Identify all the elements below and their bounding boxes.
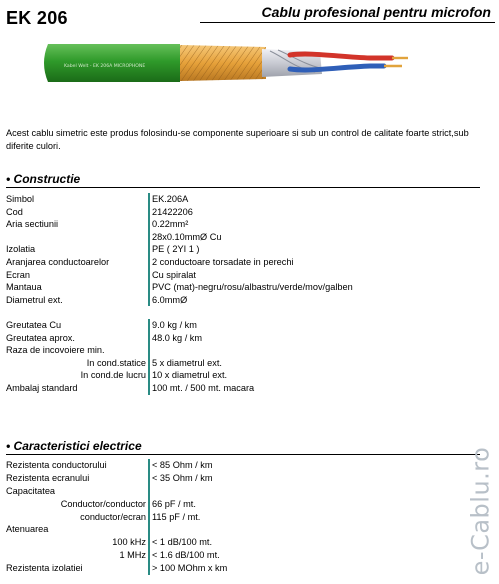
spec-row: [6, 357, 476, 370]
spec-divider: [148, 332, 150, 345]
spec-row: [6, 536, 476, 549]
spec-divider: [148, 344, 150, 357]
spec-label: 100 kHz: [112, 537, 146, 548]
spec-label: Greutatea Cu: [6, 319, 62, 330]
spec-row: [6, 218, 476, 231]
spec-divider: [148, 549, 150, 562]
spec-label: Rezistenta izolatiei: [6, 563, 83, 574]
spec-value: 66 pF / mt.: [152, 498, 196, 509]
spec-divider: [148, 562, 150, 575]
spec-value: Cu spiralat: [152, 269, 196, 280]
section-divider-electrical: [6, 454, 480, 455]
spec-label: In cond.statice: [86, 357, 146, 368]
spec-value: > 100 MOhm x km: [152, 563, 228, 574]
spec-row: [6, 206, 476, 219]
spec-row: [6, 243, 476, 256]
spec-divider: [148, 523, 150, 536]
spec-divider: [148, 369, 150, 382]
cable-image: [40, 38, 420, 88]
spec-divider: [148, 281, 150, 294]
spec-row: [6, 382, 476, 395]
spec-value: PVC (mat)-negru/rosu/albastru/verde/mov/galben: [152, 282, 353, 293]
spec-row: [6, 472, 476, 485]
spec-row: [6, 256, 476, 269]
spec-row: [6, 511, 476, 524]
spec-divider: [148, 231, 150, 244]
spec-divider: [148, 485, 150, 498]
spec-row: [6, 369, 476, 382]
spec-value: < 1.6 dB/100 mt.: [152, 550, 220, 561]
spec-divider: [148, 256, 150, 269]
page-title: Cablu profesional pentru microfon: [261, 4, 491, 20]
spec-value: 21422206: [152, 206, 193, 217]
spec-value: 28x0.10mmØ Cu: [152, 231, 222, 242]
spec-label: Diametrul ext.: [6, 294, 63, 305]
spec-row: [6, 549, 476, 562]
spec-value: < 85 Ohm / km: [152, 460, 213, 470]
spec-row: [6, 281, 476, 294]
spec-divider: [148, 269, 150, 282]
spec-divider: [148, 206, 150, 219]
spec-row: [6, 319, 476, 332]
spec-row: [6, 332, 476, 345]
spec-divider: [148, 193, 150, 206]
spec-label: conductor/ecran: [80, 511, 146, 522]
spec-label: Atenuarea: [6, 524, 49, 535]
spec-value: 5 x diametrul ext.: [152, 357, 222, 368]
construction-table: [6, 193, 476, 395]
spec-divider: [148, 243, 150, 256]
spec-divider: [148, 498, 150, 511]
spec-row: [6, 498, 476, 511]
spec-row: [6, 485, 476, 498]
spec-value: 115 pF / mt.: [152, 511, 201, 522]
spec-label: Ecran: [6, 269, 31, 280]
spec-label: Aranjarea conductoarelor: [6, 256, 110, 267]
spec-label: Izolatia: [6, 244, 36, 255]
spec-value: 9.0 kg / km: [152, 319, 197, 330]
spec-value: 6.0mmØ: [152, 294, 188, 305]
spec-divider: [148, 459, 150, 472]
spec-divider: [148, 357, 150, 370]
section-title-construction: • Constructie: [6, 172, 81, 186]
spec-label: Rezistenta ecranului: [6, 472, 90, 483]
watermark-text: e-Cablu.ro: [466, 446, 494, 576]
spec-divider: [148, 319, 150, 332]
spec-label: Conductor/conductor: [60, 498, 146, 509]
spec-label: Rezistenta conductorului: [6, 460, 107, 470]
spec-row: [6, 523, 476, 536]
spec-row: [6, 231, 476, 244]
spec-value: < 1 dB/100 mt.: [152, 537, 213, 548]
spec-row: [6, 306, 476, 319]
spec-label: Ambalaj standard: [6, 382, 78, 393]
spec-value: EK.206A: [152, 194, 189, 204]
spec-row: [6, 294, 476, 307]
spec-divider: [148, 472, 150, 485]
spec-value: 0.22mm²: [152, 219, 189, 230]
spec-label: Raza de incovoiere min.: [6, 345, 105, 356]
spec-label: Greutatea aprox.: [6, 332, 75, 343]
spec-label: Cod: [6, 206, 23, 217]
spec-label: Mantaua: [6, 282, 42, 293]
section-divider-construction: [6, 187, 480, 188]
spec-row: [6, 344, 476, 357]
spec-row: [6, 193, 476, 206]
spec-value: 10 x diametrul ext.: [152, 370, 228, 381]
watermark: [462, 438, 498, 584]
spec-row: [6, 562, 476, 575]
cable-jacket: [44, 44, 180, 82]
cable-jacket-print: Kabel Welt - EK 206A MICROPHONE: [64, 64, 146, 69]
spec-label: Aria sectiunii: [6, 219, 59, 230]
spec-divider: [148, 294, 150, 307]
spec-label: Capacitatea: [6, 485, 56, 496]
spec-divider: [148, 536, 150, 549]
spec-row: [6, 459, 476, 472]
product-description: Acest cablu simetric este produs folosindu-se componente superioare si sub un control de calitate foarte strict,sub diferite culori.: [6, 128, 469, 151]
spec-divider: [148, 382, 150, 395]
spec-label: In cond.de lucru: [80, 370, 146, 381]
spec-divider: [148, 218, 150, 231]
spec-row: [6, 269, 476, 282]
spec-value: < 35 Ohm / km: [152, 472, 213, 483]
spec-value: 48.0 kg / km: [152, 332, 203, 343]
spec-label: Simbol: [6, 194, 35, 204]
spec-value: 100 mt. / 500 mt. macara: [152, 382, 255, 393]
spec-label: 1 MHz: [119, 550, 146, 561]
section-title-electrical: • Caracteristici electrice: [6, 439, 142, 453]
product-code: EK 206: [6, 8, 68, 28]
spec-value: 2 conductoare torsadate in perechi: [152, 256, 294, 267]
header-divider: [200, 22, 495, 23]
spec-divider: [148, 511, 150, 524]
electrical-table: [6, 459, 476, 575]
spec-value: PE ( 2YI 1 ): [152, 244, 200, 255]
